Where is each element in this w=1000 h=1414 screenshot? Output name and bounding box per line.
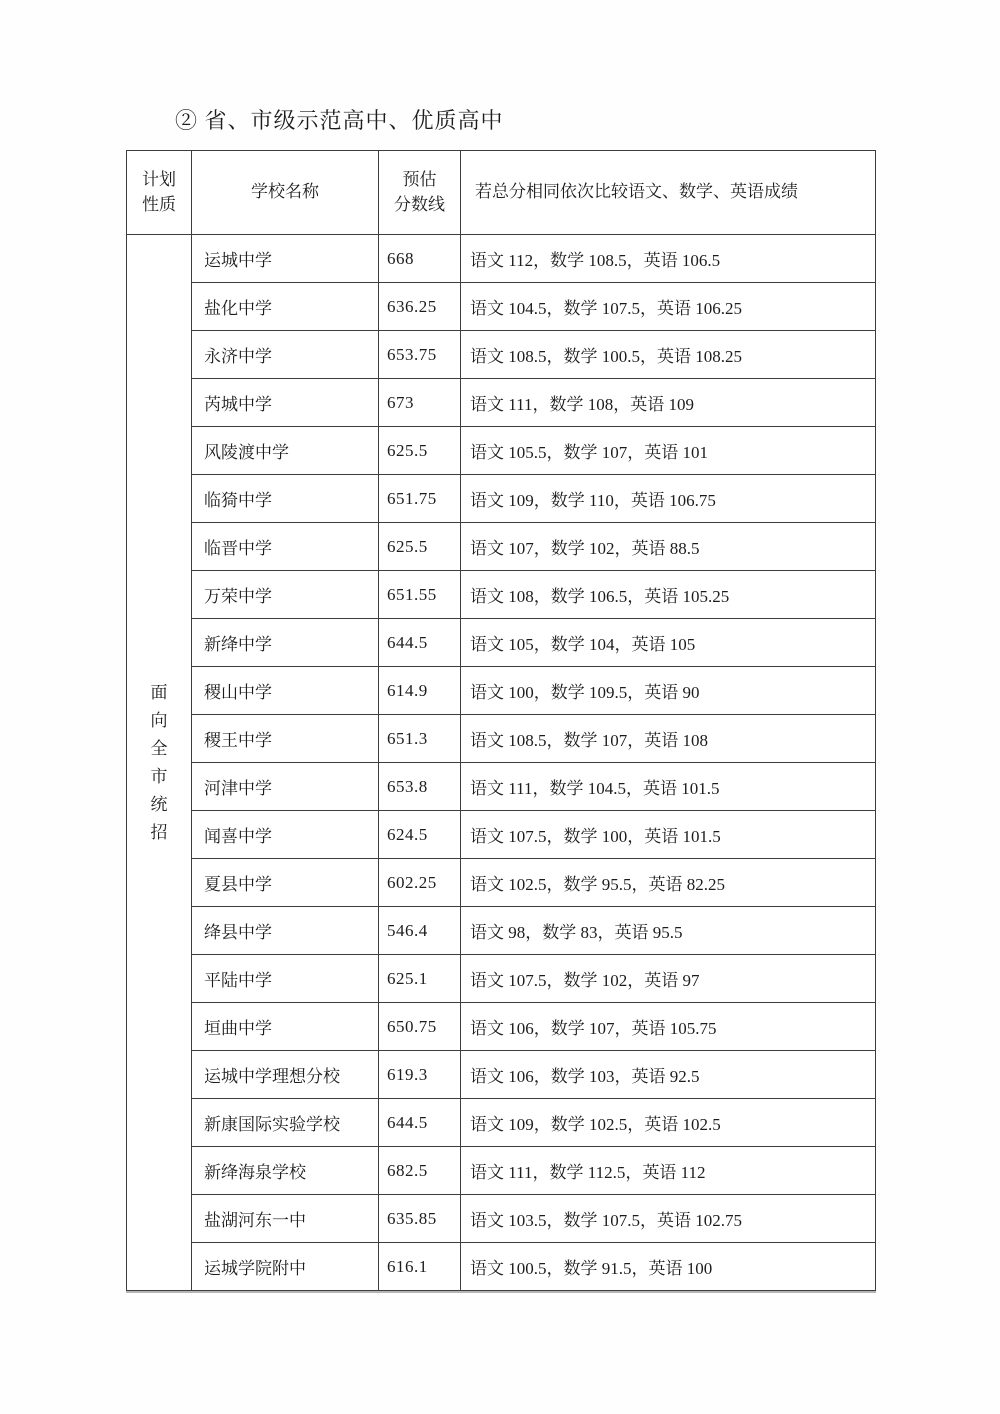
header-plan-nature-line2: 性质 xyxy=(142,194,176,214)
school-name-cell: 新绛海泉学校 xyxy=(192,1147,379,1195)
school-name-cell: 运城中学 xyxy=(192,235,379,283)
tiebreak-scores-cell: 语文 100.5，数学 91.5，英语 100 xyxy=(461,1243,876,1291)
estimated-score-cell: 546.4 xyxy=(379,907,461,955)
table-row xyxy=(127,1243,876,1291)
row-group-label-char: 统 xyxy=(150,795,168,814)
school-name-cell: 新康国际实验学校 xyxy=(192,1099,379,1147)
tiebreak-scores-cell: 语文 106，数学 103，英语 92.5 xyxy=(461,1051,876,1099)
estimated-score-cell: 653.8 xyxy=(379,763,461,811)
page-title: ② 省、市级示范高中、优质高中 xyxy=(175,108,504,133)
row-group-label-char: 面 xyxy=(150,683,168,702)
school-name-cell: 临猗中学 xyxy=(192,475,379,523)
tiebreak-scores-cell: 语文 106，数学 107，英语 105.75 xyxy=(461,1003,876,1051)
table-header xyxy=(127,151,876,235)
table-row xyxy=(127,331,876,379)
row-group-label xyxy=(127,235,192,1291)
school-name-cell: 垣曲中学 xyxy=(192,1003,379,1051)
table-row xyxy=(127,763,876,811)
estimated-score-cell: 625.5 xyxy=(379,523,461,571)
row-group-label-text xyxy=(128,684,190,841)
table-row xyxy=(127,715,876,763)
school-name-cell: 河津中学 xyxy=(192,763,379,811)
school-name-cell: 盐化中学 xyxy=(192,283,379,331)
school-name-cell: 永济中学 xyxy=(192,331,379,379)
table-row xyxy=(127,571,876,619)
table-row xyxy=(127,619,876,667)
header-plan-nature-line1: 计划 xyxy=(142,169,176,189)
table-row xyxy=(127,667,876,715)
estimated-score-cell: 625.5 xyxy=(379,427,461,475)
table-row xyxy=(127,1147,876,1195)
table-row xyxy=(127,523,876,571)
estimated-score-cell: 624.5 xyxy=(379,811,461,859)
school-name-cell: 稷山中学 xyxy=(192,667,379,715)
tiebreak-scores-cell: 语文 98，数学 83，英语 95.5 xyxy=(461,907,876,955)
estimated-score-cell: 644.5 xyxy=(379,1099,461,1147)
estimated-score-cell: 651.3 xyxy=(379,715,461,763)
score-table xyxy=(126,150,876,1291)
estimated-score-cell: 651.55 xyxy=(379,571,461,619)
tiebreak-scores-cell: 语文 111，数学 104.5，英语 101.5 xyxy=(461,763,876,811)
table-row xyxy=(127,955,876,1003)
estimated-score-cell: 614.9 xyxy=(379,667,461,715)
estimated-score-cell: 668 xyxy=(379,235,461,283)
school-name-cell: 运城中学理想分校 xyxy=(192,1051,379,1099)
tiebreak-scores-cell: 语文 108，数学 106.5，英语 105.25 xyxy=(461,571,876,619)
header-plan-nature xyxy=(127,151,192,235)
school-name-cell: 闻喜中学 xyxy=(192,811,379,859)
tiebreak-scores-cell: 语文 102.5，数学 95.5，英语 82.25 xyxy=(461,859,876,907)
table-row xyxy=(127,811,876,859)
school-name-cell: 绛县中学 xyxy=(192,907,379,955)
estimated-score-cell: 619.3 xyxy=(379,1051,461,1099)
tiebreak-scores-cell: 语文 111，数学 108，英语 109 xyxy=(461,379,876,427)
school-name-cell: 稷王中学 xyxy=(192,715,379,763)
tiebreak-scores-cell: 语文 111，数学 112.5，英语 112 xyxy=(461,1147,876,1195)
table-row xyxy=(127,427,876,475)
row-group-label-char: 市 xyxy=(150,767,168,786)
estimated-score-cell: 673 xyxy=(379,379,461,427)
estimated-score-cell: 616.1 xyxy=(379,1243,461,1291)
school-name-cell: 风陵渡中学 xyxy=(192,427,379,475)
table-row xyxy=(127,859,876,907)
estimated-score-cell: 636.25 xyxy=(379,283,461,331)
school-name-cell: 平陆中学 xyxy=(192,955,379,1003)
row-group-label-char: 全 xyxy=(150,739,168,758)
header-school-name: 学校名称 xyxy=(192,151,379,235)
school-name-cell: 临晋中学 xyxy=(192,523,379,571)
table-row xyxy=(127,235,876,283)
estimated-score-cell: 644.5 xyxy=(379,619,461,667)
estimated-score-cell: 653.75 xyxy=(379,331,461,379)
tiebreak-scores-cell: 语文 107.5，数学 100，英语 101.5 xyxy=(461,811,876,859)
row-group-label-char: 招 xyxy=(150,823,168,842)
table-row xyxy=(127,1051,876,1099)
table-row xyxy=(127,475,876,523)
school-name-cell: 盐湖河东一中 xyxy=(192,1195,379,1243)
estimated-score-cell: 650.75 xyxy=(379,1003,461,1051)
row-group-label-char: 向 xyxy=(150,711,168,730)
estimated-score-cell: 602.25 xyxy=(379,859,461,907)
tiebreak-scores-cell: 语文 103.5，数学 107.5，英语 102.75 xyxy=(461,1195,876,1243)
school-name-cell: 万荣中学 xyxy=(192,571,379,619)
header-tiebreak-rule: 若总分相同依次比较语文、数学、英语成绩 xyxy=(461,151,876,235)
school-name-cell: 新绛中学 xyxy=(192,619,379,667)
header-estimated-score-line2: 分数线 xyxy=(394,194,445,214)
tiebreak-scores-cell: 语文 100，数学 109.5，英语 90 xyxy=(461,667,876,715)
tiebreak-scores-cell: 语文 109，数学 102.5，英语 102.5 xyxy=(461,1099,876,1147)
tiebreak-scores-cell: 语文 107.5，数学 102，英语 97 xyxy=(461,955,876,1003)
school-name-cell: 运城学院附中 xyxy=(192,1243,379,1291)
table-row xyxy=(127,379,876,427)
tiebreak-scores-cell: 语文 104.5，数学 107.5，英语 106.25 xyxy=(461,283,876,331)
table-row xyxy=(127,1003,876,1051)
tiebreak-scores-cell: 语文 105.5，数学 107，英语 101 xyxy=(461,427,876,475)
table-body xyxy=(127,235,876,1291)
table-row xyxy=(127,283,876,331)
tiebreak-scores-cell: 语文 108.5，数学 107，英语 108 xyxy=(461,715,876,763)
school-name-cell: 芮城中学 xyxy=(192,379,379,427)
tiebreak-scores-cell: 语文 109，数学 110，英语 106.75 xyxy=(461,475,876,523)
table-row xyxy=(127,1195,876,1243)
tiebreak-scores-cell: 语文 107，数学 102，英语 88.5 xyxy=(461,523,876,571)
school-name-cell: 夏县中学 xyxy=(192,859,379,907)
estimated-score-cell: 635.85 xyxy=(379,1195,461,1243)
table-row xyxy=(127,907,876,955)
estimated-score-cell: 651.75 xyxy=(379,475,461,523)
tiebreak-scores-cell: 语文 108.5，数学 100.5，英语 108.25 xyxy=(461,331,876,379)
header-row xyxy=(127,151,876,235)
header-estimated-score-line1: 预估 xyxy=(402,169,437,189)
estimated-score-cell: 682.5 xyxy=(379,1147,461,1195)
estimated-score-cell: 625.1 xyxy=(379,955,461,1003)
tiebreak-scores-cell: 语文 105，数学 104，英语 105 xyxy=(461,619,876,667)
table-row xyxy=(127,1099,876,1147)
header-estimated-score xyxy=(379,151,461,235)
tiebreak-scores-cell: 语文 112，数学 108.5，英语 106.5 xyxy=(461,235,876,283)
